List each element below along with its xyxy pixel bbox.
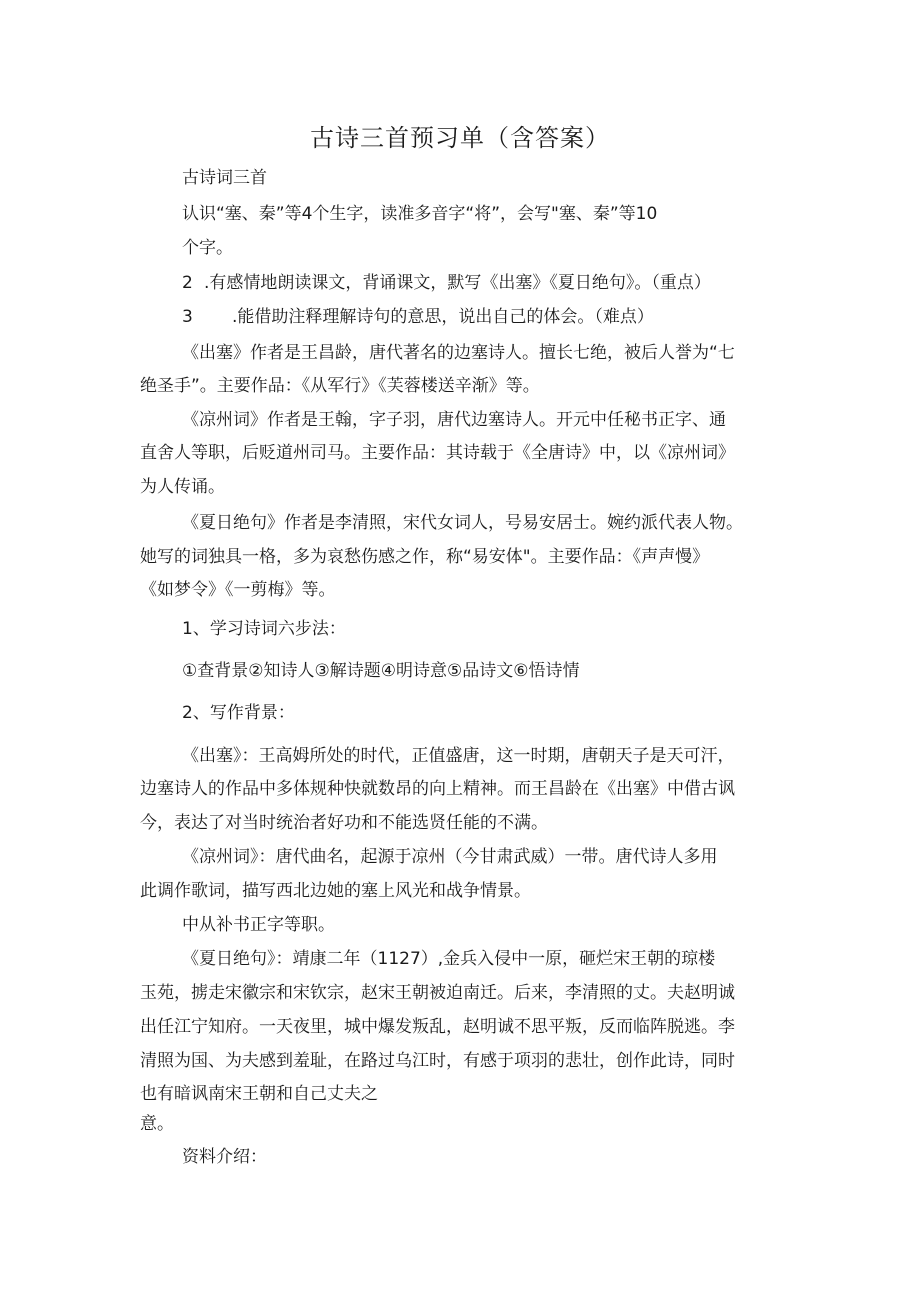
background-xiari-line-4: 清照为国、为夫感到羞耻，在路过乌江时，有感于项羽的悲壮，创作此诗，同时 [140, 1051, 735, 1071]
steps-list: ①查背景②知诗人③解诗题④明诗意⑤品诗文⑥悟诗情 [182, 661, 580, 681]
background-liangzhou-line-1: 《凉州词》：唐代曲名，起源于凉州（今甘肃武威）一带。唐代诗人多用 [182, 847, 718, 867]
goal-2-number: 2 [182, 273, 193, 293]
background-heading: 2、写作背景： [182, 703, 295, 723]
goal-3-text: .能借助注释理解诗句的意思，说出自己的体会。（难点） [232, 307, 654, 327]
page-title: 古诗三首预习单（含答案） [310, 124, 610, 152]
author-xiari-line-2: 她写的词独具一格，多为哀愁伤感之作，称“易安体"。主要作品：《声声慢》 [140, 547, 710, 567]
background-stray-line: 中从补书正字等职。 [182, 915, 335, 935]
author-xiari-line-3: 《如梦令》《一剪梅》等。 [140, 580, 336, 600]
goal-1-line-2: 个字。 [182, 238, 233, 258]
goal-2-text: .有感情地朗读课文，背诵课文，默写《出塞》《夏日绝句》。（重点） [204, 273, 711, 293]
background-xiari-line-2: 玉苑，掳走宋徽宗和宋钦宗，赵宋王朝被迫南迁。后来，李清照的丈。夫赵明诚 [140, 983, 735, 1003]
background-xiari-line-6: 意。 [140, 1114, 174, 1134]
steps-heading: 1、学习诗词六步法： [182, 619, 346, 639]
background-chusai-line-3: 今，表达了对当时统治者好功和不能选贤任能的不满。 [140, 813, 548, 833]
author-xiari-line-1: 《夏日绝句》作者是李清照，宋代女词人，号易安居士。婉约派代表人物。 [182, 513, 743, 533]
background-chusai-line-1: 《出塞》：王高姆所处的时代，正值盛唐，这一时期，唐朝天子是天可汗， [182, 746, 735, 766]
goal-2 [182, 272, 711, 294]
background-xiari-line-1: 《夏日绝句》：靖康二年（1127）,金兵入侵中一原，砸烂宋王朝的琼楼 [182, 949, 716, 969]
background-chusai-line-2: 边塞诗人的作品中多体规种快就数昂的向上精神。而王昌龄在《出塞》中借古讽 [140, 779, 735, 799]
author-liangzhou-line-1: 《凉州词》作者是王翰，字子羽，唐代边塞诗人。开元中任秘书正字、通 [182, 410, 726, 430]
materials-heading: 资料介绍： [182, 1147, 267, 1167]
goal-3 [182, 306, 654, 328]
subtitle: 古诗词三首 [182, 168, 267, 188]
author-chusai-line-2: 绝圣手”。主要作品：《从军行》《芙蓉楼送辛渐》等。 [140, 376, 540, 396]
goal-1-line-1: 认识“塞、秦”等4个生字，读准多音字“将”，会写"塞、秦”等10 [182, 204, 658, 224]
goal-3-number: 3 [182, 307, 193, 327]
background-liangzhou-line-2: 此调作歌词，描写西北边她的塞上风光和战争情景。 [140, 881, 531, 901]
author-chusai-line-1: 《出塞》作者是王昌龄，唐代著名的边塞诗人。擅长七绝，被后人誉为“七 [182, 343, 735, 363]
author-liangzhou-line-2: 直舍人等职，后贬道州司马。主要作品：其诗载于《全唐诗》中，以《凉州词》 [140, 443, 735, 463]
background-xiari-line-5: 也有暗讽南宋王朝和自己丈夫之 [140, 1084, 378, 1104]
background-xiari-line-3: 出任江宁知府。一天夜里，城中爆发叛乱，赵明诚不思平叛，反而临阵脱逃。李 [140, 1017, 735, 1037]
author-liangzhou-line-3: 为人传诵。 [140, 477, 225, 497]
